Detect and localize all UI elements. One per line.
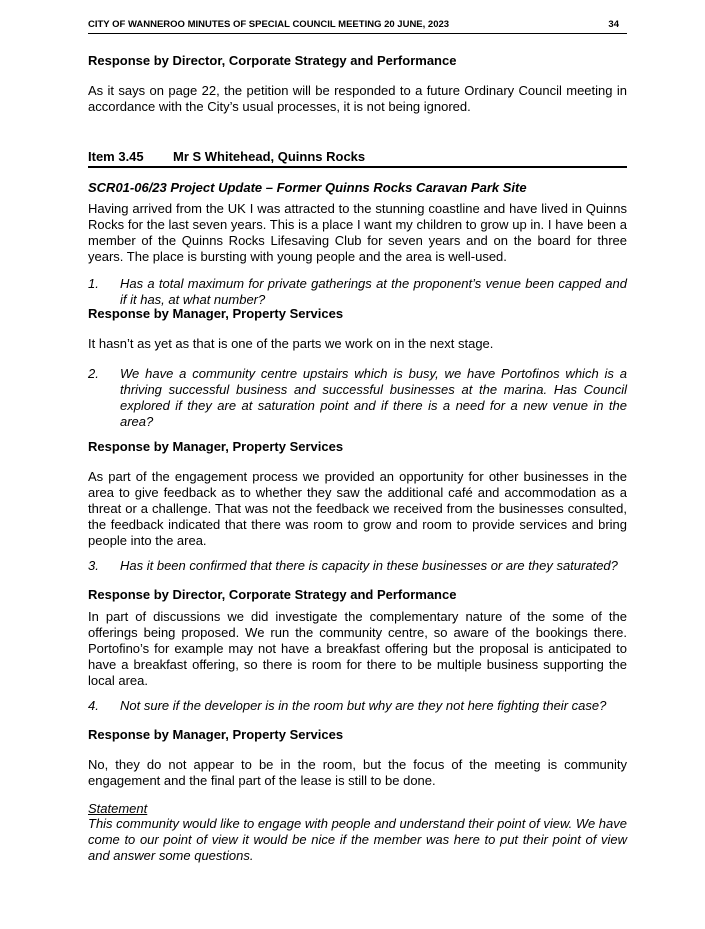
response-heading-3: Response by Director, Corporate Strategy and Performance: [88, 587, 457, 602]
response-body-4: No, they do not appear to be in the room, but the focus of the meeting is community engagement and the final part of the lease is still to be done.: [88, 757, 627, 788]
question-text: Has it been confirmed that there is capacity in these businesses or are they saturated?: [120, 558, 618, 573]
item-intro: Having arrived from the UK I was attracted to the stunning coastline and have lived in Quinns Rocks for the last seven years. This is a place I want my children to grow up in. I have been a member of the Quinns Rocks Lifesaving Club for seven years and on the board for three years. The place is bursting with young people and the area is well-used.: [88, 201, 627, 264]
question-text: We have a community centre upstairs which is busy, we have Portofinos which is a thriving successful business and successful businesses at the marina. Has Council explored if they are at saturation point and if there is a need for a new venue in the area?: [120, 366, 627, 429]
item-subject: SCR01-06/23 Project Update – Former Quinns Rocks Caravan Park Site: [88, 180, 527, 195]
response-heading-1: Response by Manager, Property Services: [88, 306, 344, 321]
question-number: 3.: [88, 558, 99, 573]
question-text: Not sure if the developer is in the room but why are they not here fighting their case?: [120, 698, 607, 713]
page-number: 34: [608, 19, 619, 30]
question-number: 2.: [88, 366, 99, 381]
question-3: [88, 558, 627, 574]
prev-response-heading: Response by Director, Corporate Strategy and Performance: [88, 53, 457, 68]
statement-label: Statement: [88, 801, 148, 816]
item-number: Item 3.45: [88, 149, 144, 164]
question-number: 4.: [88, 698, 99, 713]
item-speaker: Mr S Whitehead, Quinns Rocks: [173, 149, 366, 164]
prev-response-body: As it says on page 22, the petition will be responded to a future Ordinary Council meeting in accordance with the City’s usual processes, it is not being ignored.: [88, 83, 627, 114]
header-title: CITY OF WANNEROO MINUTES OF SPECIAL COUNCIL MEETING 20 JUNE, 2023: [88, 19, 450, 30]
page-header: [88, 19, 627, 34]
question-text: Has a total maximum for private gatherings at the proponent’s venue been capped and if it has, at what number?: [120, 276, 627, 307]
response-heading-4: Response by Manager, Property Services: [88, 727, 344, 742]
item-heading: [88, 149, 627, 168]
statement-text: This community would like to engage with people and understand their point of view. We have come to our point of view it would be nice if the member was here to put their point of view and answer some questions.: [88, 816, 627, 863]
response-body-1: It hasn’t as yet as that is one of the parts we work on in the next stage.: [88, 336, 494, 351]
question-2: [88, 366, 627, 430]
response-body-2: As part of the engagement process we provided an opportunity for other businesses in the area to give feedback as to whether they saw the additional café and accommodation as a threat or a challenge. That was not the feedback we received from the businesses consulted, the feedback indicated that there was room to grow and room to provide services and bring people into the area.: [88, 469, 627, 548]
question-1: [88, 276, 627, 308]
response-body-3: In part of discussions we did investigate the complementary nature of the some of the offerings being proposed. We run the community centre, so aware of the bookings there. Portofino’s for example may not have a breakfast offering but the proposal is anticipated to have a breakfast offering, so there is room for there to be multiple business supporting the local area.: [88, 609, 627, 688]
question-4: [88, 698, 627, 714]
response-heading-2: Response by Manager, Property Services: [88, 439, 344, 454]
question-number: 1.: [88, 276, 99, 291]
